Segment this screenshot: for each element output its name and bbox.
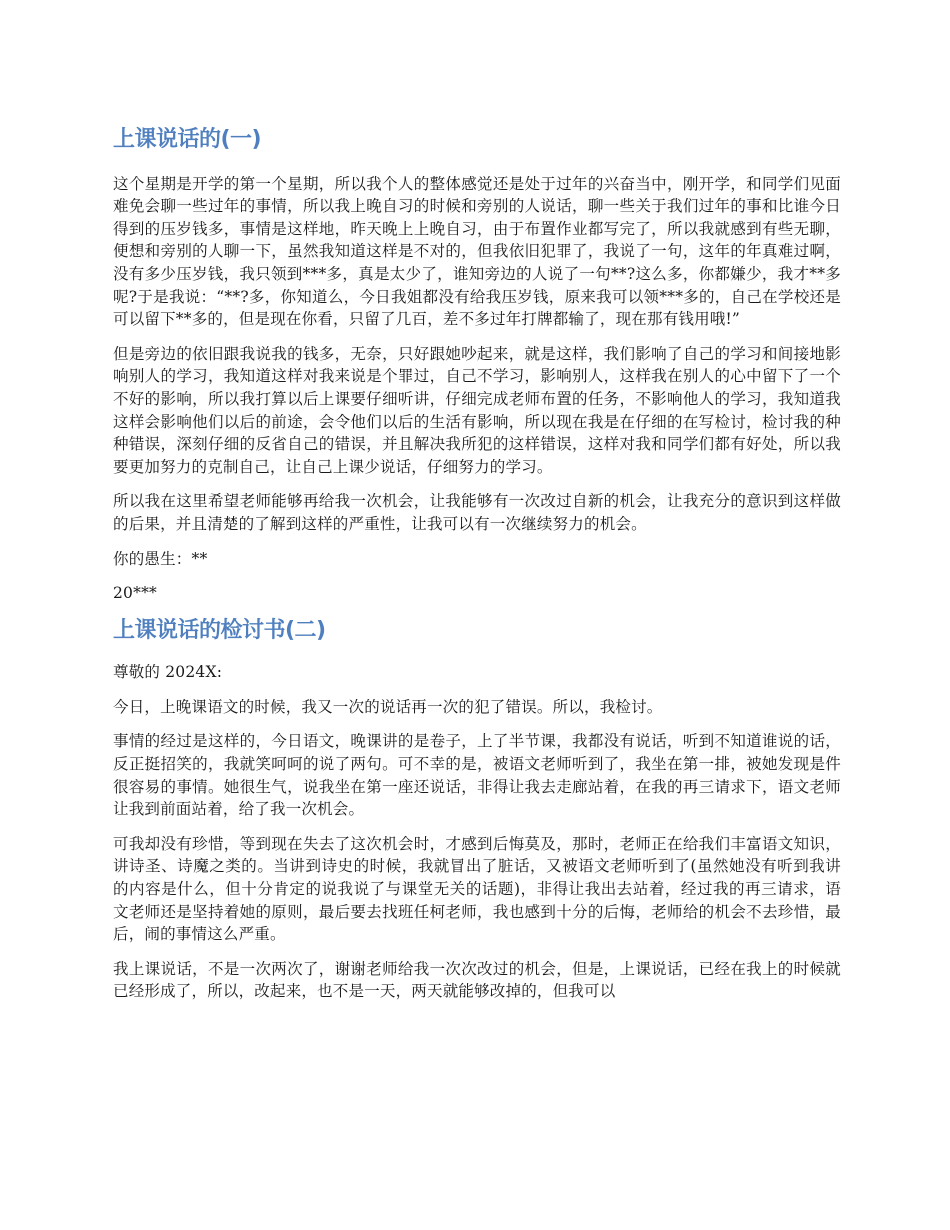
- signature-line: 你的愚生：**: [113, 549, 208, 568]
- salutation: 尊敬的 2024X:: [113, 663, 223, 682]
- paragraph: 但是旁边的依旧跟我说我的钱多，无奈，只好跟她吵起来，就是这样，我们影响了自己的学习和间接地影响别人的学习，我知道这样对我来说是个罪过，自己不学习，影响别人，这样我在别人的心中留下了一个不好的影响，所以我打算以后上课要仔细听讲，仔细完成老师布置的任务，不影响他人的学习，我知道我这样会影响他们以后的前途，会令他们以后的生活有影响，所以现在我是在仔细的在写检讨，检讨我的种种错误，深刻仔细的反省自己的错误，并且解决我所犯的这样错误，这样对我和同学们都有好处，所以我要更加努力的克制自己，让自己上课少说话，仔细努力的学习。: [113, 344, 841, 476]
- section-1-title: 上课说话的(一): [113, 127, 262, 152]
- section-2-title: 上课说话的检讨书(二): [113, 617, 326, 643]
- section-1: [113, 126, 841, 605]
- date-line: 20***: [113, 584, 157, 603]
- document-page: [113, 126, 841, 1015]
- paragraph: 这个星期是开学的第一个星期，所以我个人的整体感觉还是处于过年的兴奋当中，刚开学，和同学们见面难免会聊一些过年的事情，所以我上晚自习的时候和旁别的人说话，聊一些关于我们过年的事和比谁今日得到的压岁钱多，事情是这样地，昨天晚上上晚自习，由于布置作业都写完了，所以我就感到有些无聊，便想和旁别的人聊一下，虽然我知道这样是不对的，但我依旧犯罪了，我说了一句，这年的年真难过啊，没有多少压岁钱，我只领到***多，真是太少了，谁知旁边的人说了一句**?这么多，你都嫌少，我才**多呢?于是我说：“**?多，你知道么，今日我姐都没有给我压岁钱，原来我可以领***多的，自己在学校还是可以留下**多的，但是现在你看，只留了几百，差不多过年打牌都输了，现在那有钱用哦!”: [113, 174, 841, 329]
- paragraph: 我上课说话，不是一次两次了，谢谢老师给我一次次改过的机会，但是，上课说话，已经在我上的时候就已经形成了，所以，改起来，也不是一天，两天就能够改掉的，但我可以: [113, 959, 841, 1001]
- paragraph: 今日，上晚课语文的时候，我又一次的说话再一次的犯了错误。所以，我检讨。: [113, 697, 663, 716]
- section-2: [113, 617, 841, 1003]
- paragraph: 事情的经过是这样的，今日语文，晚课讲的是卷子，上了半节课，我都没有说话，听到不知道谁说的话，反正挺招笑的，我就笑呵呵的说了两句。可不幸的是，被语文老师听到了，我坐在第一排，被她发现是件很容易的事情。她很生气，说我坐在第一座还说话，非得让我去走廊站着，在我的再三请求下，语文老师让我到前面站着，给了我一次机会。: [113, 732, 841, 819]
- paragraph: 可我却没有珍惜，等到现在失去了这次机会时，才感到后悔莫及，那时，老师正在给我们丰富语文知识，讲诗圣、诗魔之类的。当讲到诗史的时候，我就冒出了脏话，又被语文老师听到了(虽然她没有听到我讲的内容是什么，但十分肯定的说我说了与课堂无关的话题)，非得让我出去站着，经过我的再三请求，语文老师还是坚持着她的原则，最后要去找班任柯老师，我也感到十分的后悔，老师给的机会不去珍惜，最后，闹的事情这么严重。: [113, 834, 841, 944]
- paragraph: 所以我在这里希望老师能够再给我一次机会，让我能够有一次改过自新的机会，让我充分的意识到这样做的后果，并且清楚的了解到这样的严重性，让我可以有一次继续努力的机会。: [113, 492, 841, 533]
